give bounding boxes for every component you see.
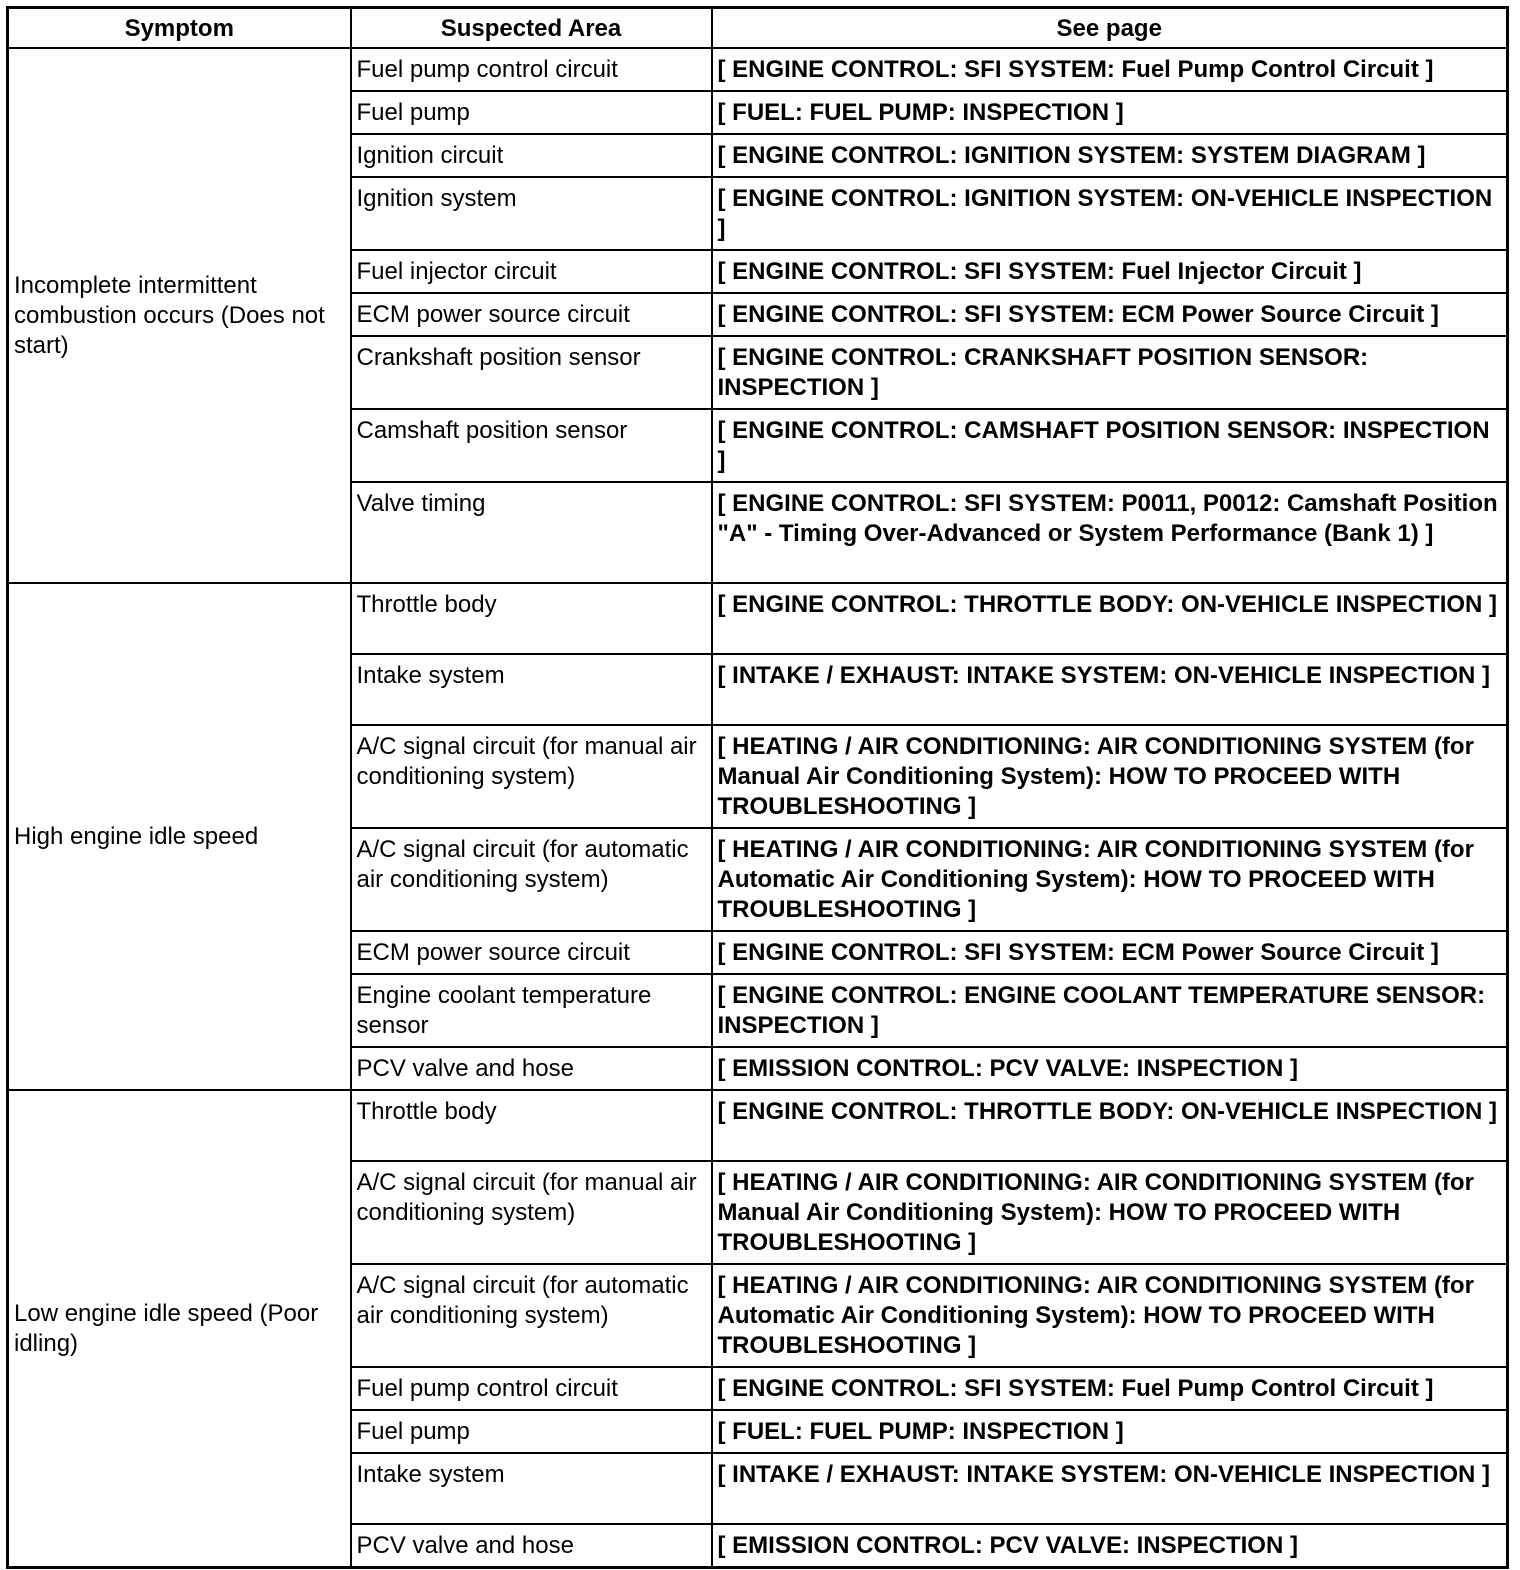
see-page-cell: [ HEATING / AIR CONDITIONING: AIR CONDITIONING SYSTEM (for Automatic Air Conditioning System): HOW TO PROCEED WITH TROUBLESHOOTING ]	[712, 828, 1508, 931]
see-page-cell: [ HEATING / AIR CONDITIONING: AIR CONDITIONING SYSTEM (for Manual Air Conditioning System): HOW TO PROCEED WITH TROUBLESHOOTING ]	[712, 1161, 1508, 1264]
see-page-cell: [ ENGINE CONTROL: SFI SYSTEM: ECM Power Source Circuit ]	[712, 931, 1508, 974]
see-page-cell: [ ENGINE CONTROL: IGNITION SYSTEM: SYSTEM DIAGRAM ]	[712, 134, 1508, 177]
suspected-area-cell: A/C signal circuit (for manual air conditioning system)	[351, 1161, 712, 1264]
suspected-area-cell: Engine coolant temperature sensor	[351, 974, 712, 1047]
suspected-area-cell: Valve timing	[351, 482, 712, 583]
see-page-cell: [ ENGINE CONTROL: IGNITION SYSTEM: ON-VEHICLE INSPECTION ]	[712, 177, 1508, 250]
table-header-row	[8, 8, 1508, 49]
symptom-cell: Incomplete intermittent combustion occurs (Does not start)	[8, 48, 351, 583]
see-page-cell: [ HEATING / AIR CONDITIONING: AIR CONDITIONING SYSTEM (for Automatic Air Conditioning System): HOW TO PROCEED WITH TROUBLESHOOTING ]	[712, 1264, 1508, 1367]
table-row	[8, 1090, 1508, 1161]
see-page-cell: [ INTAKE / EXHAUST: INTAKE SYSTEM: ON-VEHICLE INSPECTION ]	[712, 654, 1508, 725]
suspected-area-cell: A/C signal circuit (for manual air conditioning system)	[351, 725, 712, 828]
see-page-cell: [ ENGINE CONTROL: SFI SYSTEM: Fuel Injector Circuit ]	[712, 250, 1508, 293]
troubleshooting-table	[6, 6, 1509, 1569]
table-row	[8, 48, 1508, 91]
see-page-cell: [ ENGINE CONTROL: SFI SYSTEM: P0011, P0012: Camshaft Position "A" - Timing Over-Advanced or System Performance (Bank 1) ]	[712, 482, 1508, 583]
suspected-area-cell: Fuel injector circuit	[351, 250, 712, 293]
table-body	[8, 48, 1508, 1568]
see-page-cell: [ ENGINE CONTROL: ENGINE COOLANT TEMPERATURE SENSOR: INSPECTION ]	[712, 974, 1508, 1047]
suspected-area-cell: Fuel pump	[351, 91, 712, 134]
suspected-area-cell: A/C signal circuit (for automatic air conditioning system)	[351, 828, 712, 931]
see-page-cell: [ ENGINE CONTROL: THROTTLE BODY: ON-VEHICLE INSPECTION ]	[712, 583, 1508, 654]
see-page-cell: [ ENGINE CONTROL: SFI SYSTEM: Fuel Pump Control Circuit ]	[712, 48, 1508, 91]
table-row	[8, 583, 1508, 654]
header-see-page: See page	[712, 8, 1508, 49]
see-page-cell: [ ENGINE CONTROL: SFI SYSTEM: Fuel Pump Control Circuit ]	[712, 1367, 1508, 1410]
suspected-area-cell: A/C signal circuit (for automatic air conditioning system)	[351, 1264, 712, 1367]
suspected-area-cell: Throttle body	[351, 1090, 712, 1161]
see-page-cell: [ ENGINE CONTROL: CRANKSHAFT POSITION SENSOR: INSPECTION ]	[712, 336, 1508, 409]
suspected-area-cell: PCV valve and hose	[351, 1047, 712, 1090]
see-page-cell: [ ENGINE CONTROL: THROTTLE BODY: ON-VEHICLE INSPECTION ]	[712, 1090, 1508, 1161]
suspected-area-cell: ECM power source circuit	[351, 293, 712, 336]
see-page-cell: [ ENGINE CONTROL: SFI SYSTEM: ECM Power Source Circuit ]	[712, 293, 1508, 336]
see-page-cell: [ FUEL: FUEL PUMP: INSPECTION ]	[712, 1410, 1508, 1453]
suspected-area-cell: Fuel pump	[351, 1410, 712, 1453]
suspected-area-cell: ECM power source circuit	[351, 931, 712, 974]
see-page-cell: [ ENGINE CONTROL: CAMSHAFT POSITION SENSOR: INSPECTION ]	[712, 409, 1508, 482]
suspected-area-cell: Crankshaft position sensor	[351, 336, 712, 409]
suspected-area-cell: Intake system	[351, 1453, 712, 1524]
see-page-cell: [ FUEL: FUEL PUMP: INSPECTION ]	[712, 91, 1508, 134]
header-symptom: Symptom	[8, 8, 351, 49]
suspected-area-cell: PCV valve and hose	[351, 1524, 712, 1568]
suspected-area-cell: Fuel pump control circuit	[351, 1367, 712, 1410]
suspected-area-cell: Ignition system	[351, 177, 712, 250]
symptom-cell: High engine idle speed	[8, 583, 351, 1090]
suspected-area-cell: Intake system	[351, 654, 712, 725]
suspected-area-cell: Ignition circuit	[351, 134, 712, 177]
see-page-cell: [ HEATING / AIR CONDITIONING: AIR CONDITIONING SYSTEM (for Manual Air Conditioning System): HOW TO PROCEED WITH TROUBLESHOOTING ]	[712, 725, 1508, 828]
see-page-cell: [ EMISSION CONTROL: PCV VALVE: INSPECTION ]	[712, 1047, 1508, 1090]
suspected-area-cell: Throttle body	[351, 583, 712, 654]
suspected-area-cell: Camshaft position sensor	[351, 409, 712, 482]
see-page-cell: [ INTAKE / EXHAUST: INTAKE SYSTEM: ON-VEHICLE INSPECTION ]	[712, 1453, 1508, 1524]
suspected-area-cell: Fuel pump control circuit	[351, 48, 712, 91]
see-page-cell: [ EMISSION CONTROL: PCV VALVE: INSPECTION ]	[712, 1524, 1508, 1568]
symptom-cell: Low engine idle speed (Poor idling)	[8, 1090, 351, 1568]
header-suspected-area: Suspected Area	[351, 8, 712, 49]
